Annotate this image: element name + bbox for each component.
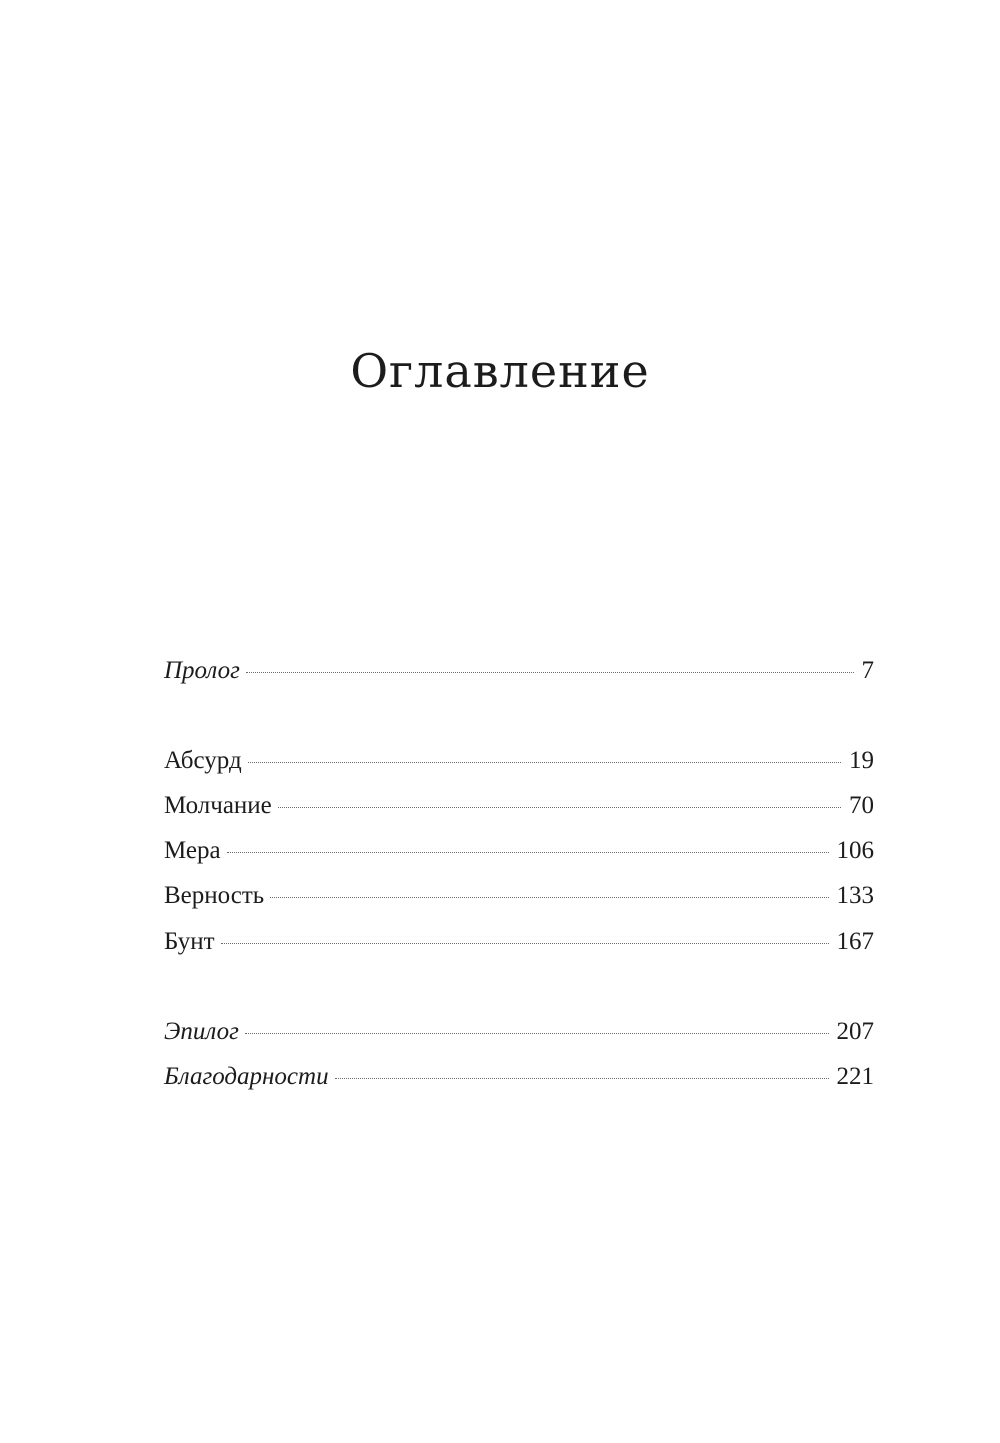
dot-leader [335,1078,829,1079]
toc-entry-label: Бунт [164,928,215,955]
toc-entry-page: 207 [836,1018,874,1045]
toc-entry-label: Благодарности [164,1063,329,1090]
toc-entry-epilogue [164,1015,874,1049]
toc-entry-fidelity [164,879,874,913]
toc-entry-page: 19 [849,747,874,774]
dot-leader [270,897,828,898]
toc-entry-revolt [164,925,874,959]
toc-entry-silence [164,789,874,823]
toc-entry-prologue [164,654,874,688]
toc-entry-page: 133 [836,882,874,909]
dot-leader [246,672,854,673]
toc-entry-label: Мера [164,837,221,864]
toc-entry-absurd [164,744,874,778]
dot-leader [245,1033,829,1034]
toc-entry-page: 167 [836,928,874,955]
toc-entry-label: Верность [164,882,265,909]
toc-entry-page: 70 [849,792,874,819]
toc-entry-page: 7 [861,657,874,684]
dot-leader [248,762,841,763]
dot-leader [227,852,829,853]
toc-entry-acknowledgements [164,1060,874,1094]
toc-entry-page: 106 [836,837,874,864]
page-title: Оглавление [350,344,650,398]
toc-entry-measure [164,834,874,868]
toc-entry-label: Молчание [164,792,272,819]
toc-entry-page: 221 [836,1063,874,1090]
toc-entry-label: Абсурд [164,747,242,774]
toc-entry-label: Эпилог [164,1018,239,1045]
dot-leader [221,943,829,944]
toc-entry-label: Пролог [164,657,240,684]
dot-leader [278,807,841,808]
